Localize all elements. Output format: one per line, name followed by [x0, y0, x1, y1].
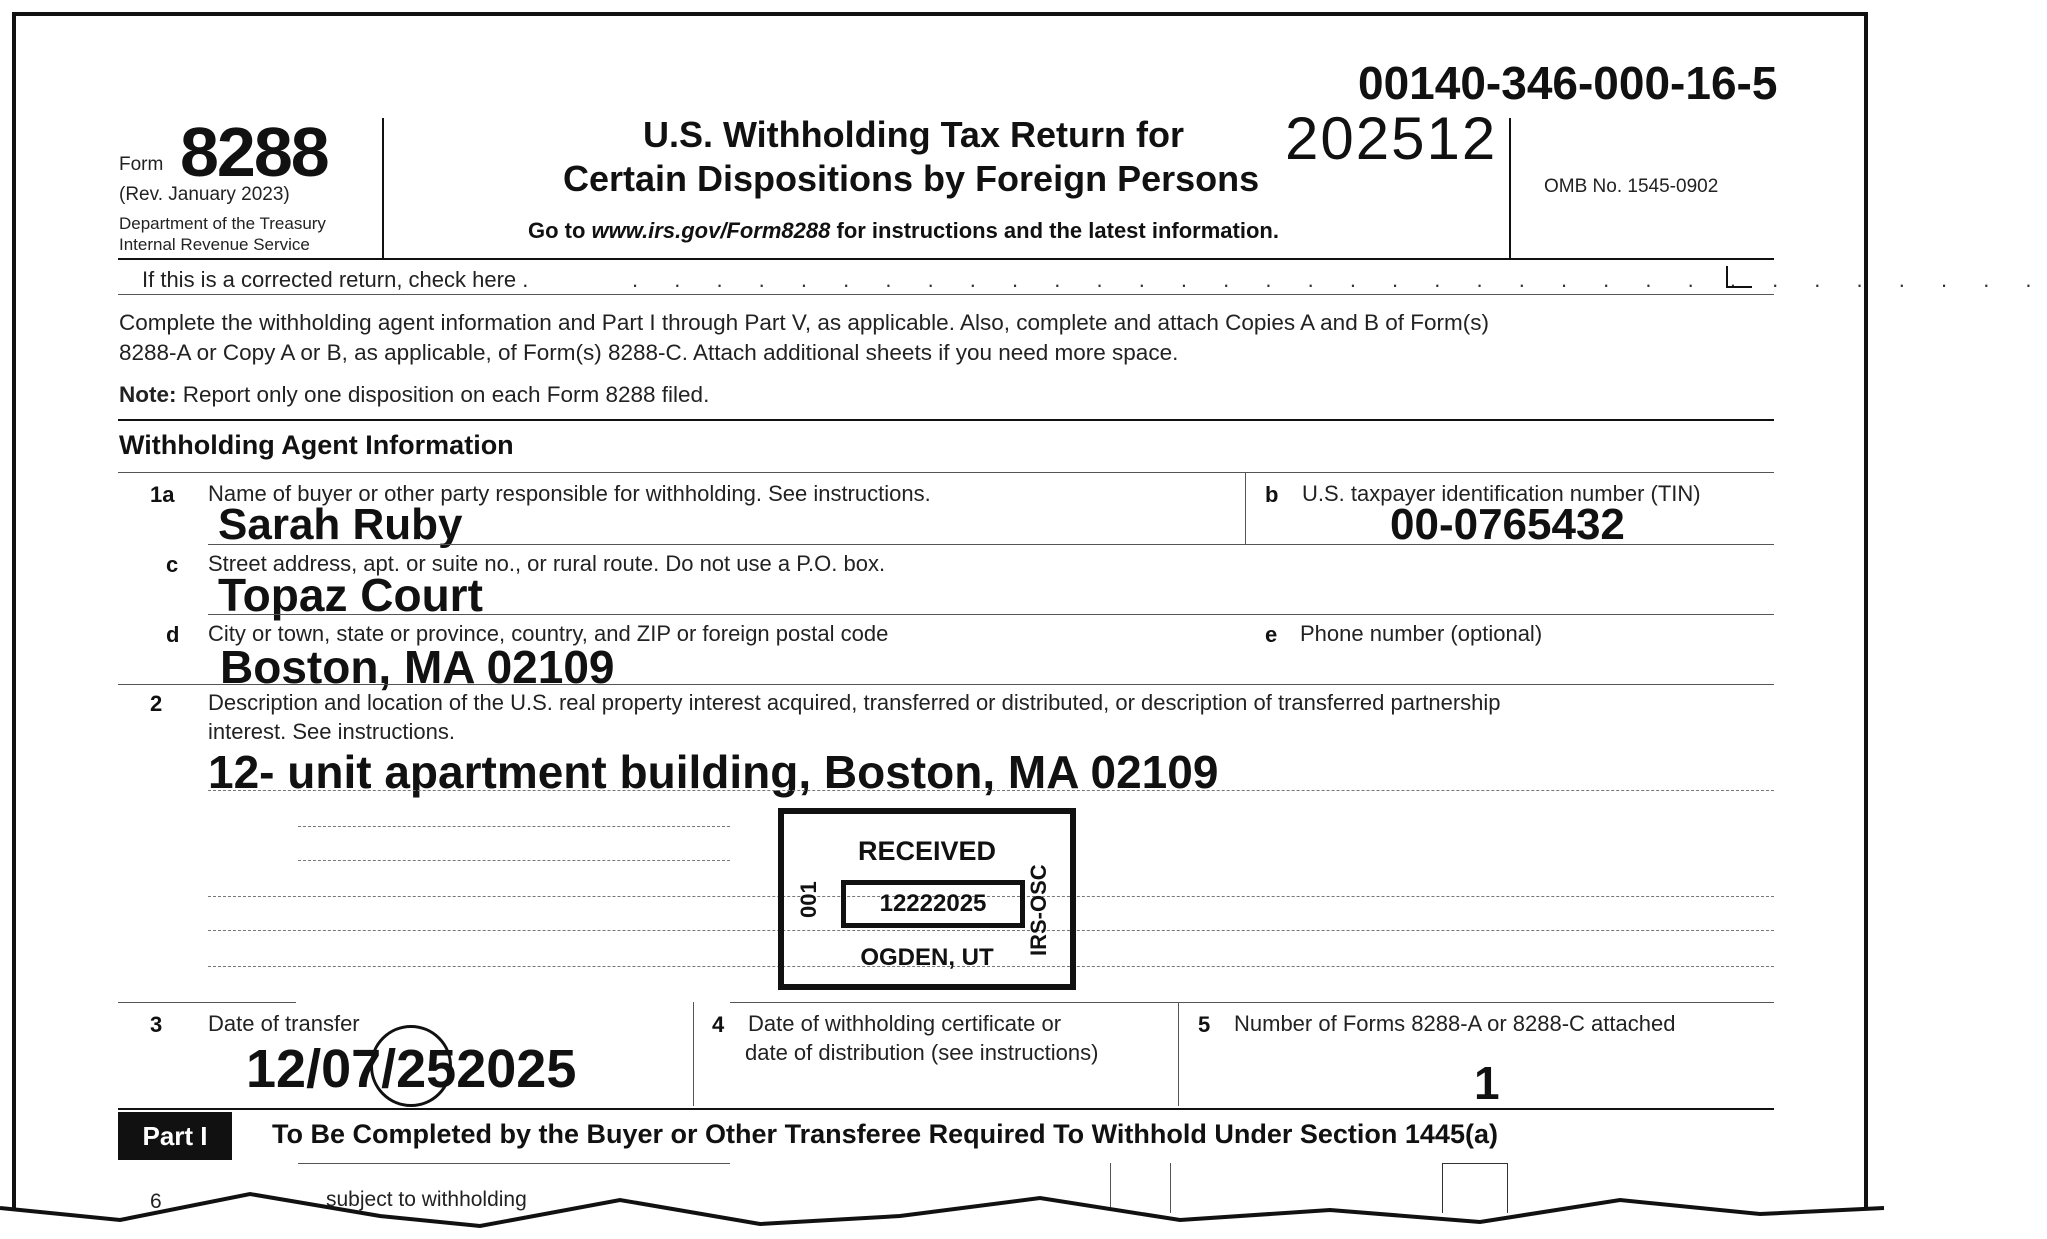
stamp-date: 12222025: [879, 890, 987, 917]
field-4-label-line2: date of distribution (see instructions): [745, 1040, 1099, 1065]
field-5-divider: [1178, 1002, 1179, 1106]
field-4-divider: [693, 1002, 694, 1106]
field-5-number: 5: [1198, 1012, 1211, 1037]
field-1a-value[interactable]: Sarah Ruby: [218, 500, 463, 549]
header-bottom-rule: [118, 258, 1774, 260]
header-divider-right: [1509, 118, 1511, 258]
field-5-label: Number of Forms 8288-A or 8288-C attached: [1234, 1011, 1676, 1036]
stamp-left-code: 001: [796, 881, 821, 918]
field-3-top-rule: [118, 1002, 296, 1003]
field-1b-number: b: [1265, 482, 1279, 507]
stamp-right-code: IRS-OSC: [1026, 864, 1051, 956]
corrected-bottom-rule: [118, 294, 1774, 295]
part1-top-rule: [118, 1108, 1774, 1110]
section-title: Withholding Agent Information: [119, 430, 514, 460]
field-1c-value[interactable]: Topaz Court: [218, 569, 483, 621]
field-1d-number: d: [166, 622, 180, 647]
stamp-location: OGDEN, UT: [860, 944, 994, 971]
field-1a-number: 1a: [150, 482, 175, 507]
field-2-label-line2: interest. See instructions.: [208, 719, 456, 744]
form-label: Form: [119, 154, 164, 175]
field-2-line-3: [298, 860, 730, 861]
date-correction-circle: [370, 1025, 452, 1107]
instructions-line2: 8288-A or Copy A or B, as applicable, of Form(s) 8288-C. Attach additional sheets if you need more space.: [119, 340, 1179, 365]
field-2-line-1: [208, 790, 1774, 791]
field-2-number: 2: [150, 691, 163, 716]
instructions-line1: Complete the withholding agent information and Part I through Part V, as applicable. Also, complete and attach Copies A and B of Form(s): [119, 310, 1489, 335]
field-4-top-rule: [730, 1002, 1774, 1003]
torn-edge: [0, 1180, 1884, 1239]
leader-dots: . . . . . . . . . . . . . . . . . . . . . . . . . . . . . . . . . .: [632, 267, 2047, 292]
field-1a-rule: [208, 544, 1774, 545]
barcode-number: 00140-346-000-16-5: [1358, 57, 1778, 109]
field-3-value[interactable]: 12/07/252025: [246, 1039, 577, 1099]
field-4-number: 4: [712, 1012, 725, 1037]
irs-line: Internal Revenue Service: [119, 235, 310, 254]
part1-title: To Be Completed by the Buyer or Other Transferee Required To Withhold Under Section 1445(a): [272, 1119, 1498, 1149]
field-2-value[interactable]: 12- unit apartment building, Boston, MA 02109: [208, 746, 1219, 798]
line6-number: 6: [150, 1190, 162, 1213]
irs-url[interactable]: www.irs.gov/Form8288: [591, 218, 831, 243]
field-4-label-line1: Date of withholding certificate or: [748, 1011, 1062, 1036]
field-1e-label: Phone number (optional): [1300, 621, 1543, 646]
field-3-number: 3: [150, 1012, 163, 1037]
note-line: Note: Report only one disposition on each Form 8288 filed.: [119, 382, 710, 407]
stamp-date-box: [841, 880, 1025, 928]
handwritten-period: 202512: [1285, 105, 1498, 172]
field-1d-value[interactable]: Boston, MA 02109: [220, 641, 615, 693]
field-1c-rule: [208, 614, 1774, 615]
field-1d-rule: [118, 684, 1774, 685]
omb-number: OMB No. 1545-0902: [1544, 176, 1719, 197]
corrected-return-checkbox[interactable]: [1726, 266, 1752, 288]
part1-sub-rule: [298, 1163, 730, 1164]
field-2-label-line1: Description and location of the U.S. real property interest acquired, transferred or distributed, or description of transferred partnership: [208, 690, 1501, 715]
field-1b-label: U.S. taxpayer identification number (TIN): [1302, 481, 1701, 506]
field-1e-number: e: [1265, 622, 1278, 647]
field-1c-label: Street address, apt. or suite no., or rural route. Do not use a P.O. box.: [208, 551, 886, 576]
field-2-line-2: [298, 826, 730, 827]
form-number: 8288: [180, 113, 328, 191]
field-1b-value[interactable]: 00-0765432: [1390, 500, 1625, 549]
field-1a-label: Name of buyer or other party responsible for withholding. See instructions.: [208, 481, 931, 506]
field-1c-number: c: [166, 552, 179, 577]
stamp-received: RECEIVED: [857, 836, 997, 866]
corrected-return-label: If this is a corrected return, check here .: [142, 267, 529, 292]
form-revision: (Rev. January 2023): [119, 184, 290, 205]
field-5-value[interactable]: 1: [1474, 1057, 1500, 1109]
field-1b-divider: [1245, 472, 1246, 544]
instructions-bottom-rule: [118, 419, 1774, 421]
part1-label: Part I: [118, 1112, 232, 1160]
department-line: Department of the Treasury: [119, 214, 326, 233]
section-title-rule: [118, 472, 1774, 473]
line6-text: subject to withholding: [326, 1188, 527, 1211]
header-divider-left: [382, 118, 384, 258]
field-3-label: Date of transfer: [208, 1011, 360, 1036]
received-stamp: [778, 808, 1076, 990]
field-1d-label: City or town, state or province, country, and ZIP or foreign postal code: [208, 621, 889, 646]
form-title-line1: U.S. Withholding Tax Return for: [643, 114, 1184, 155]
goto-line: Go to www.irs.gov/Form8288 for instructions and the latest information.: [528, 218, 1279, 243]
form-title-line2: Certain Dispositions by Foreign Persons: [563, 158, 1260, 199]
